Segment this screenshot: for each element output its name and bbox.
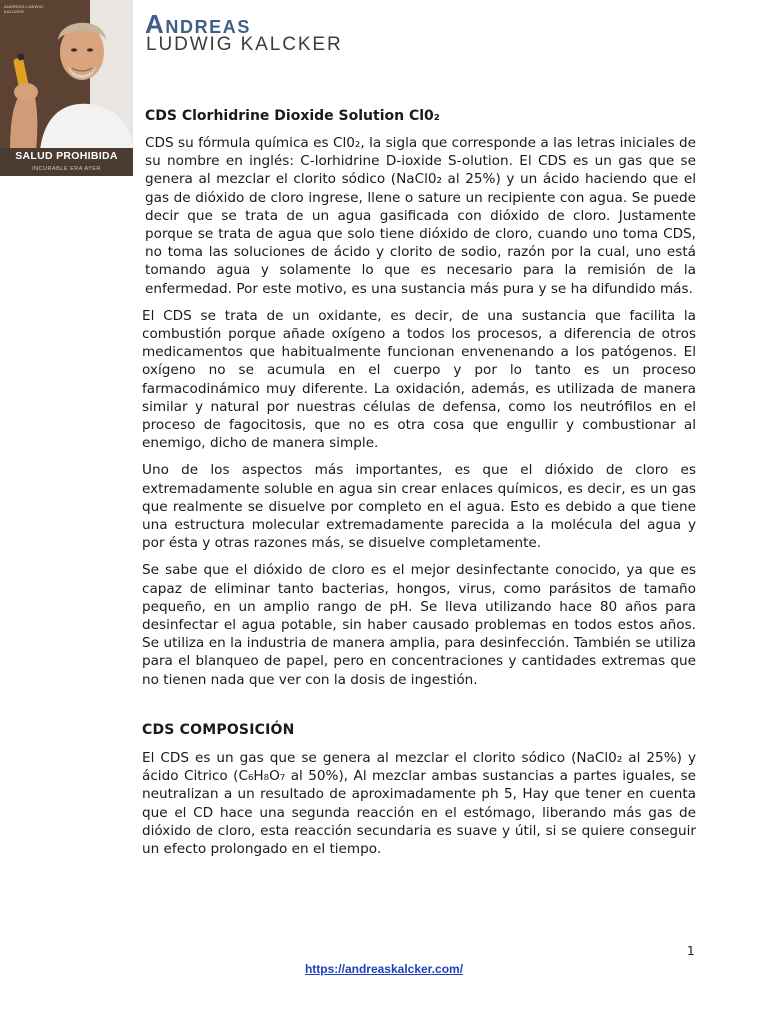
paragraph-4: Se sabe que el dióxido de cloro es el mejor desinfectante conocido, ya que es capaz de eliminar tanto bacterias, hongos, virus, como parásitos de tamaño pequeño, en un amplio rango de pH. Se lleva utilizando hace 80 años para desinfectar el agua potable, sin haber causado problemas en todos estos años. Se utiliza en la industria de manera amplia, para desinfección. También se utiliza para el blanqueo de papel, pero en concentraciones y cantidades extremas que no tienen nada que ver con la dosis de ingestión. [142,562,696,688]
section-paragraph: El CDS es un gas que se genera al mezclar el clorito sódico (NaCl0₂ al 25%) y ácido Citrico (C₆H₈O₇ al 50%), Al mezclar ambas sustancias a partes iguales, se neutralizan a un resultado de aproximadamente ph 5, Hay que tener en cuenta que el CD hace una segunda reacción en el estómago, liberando más gas de dióxido de cloro, esta reacción secundaria es suave y útil, si se quiere conseguir un efecto prolongado en el tiempo. [142,749,696,857]
cover-author-text: ANDREAS LUDWIG KALCKER [4,4,44,14]
logo-first-name: Andreas [145,9,251,39]
logo-last-name: LUDWIG KALCKER [146,34,343,55]
paragraph-2: El CDS se trata de un oxidante, es decir, de una sustancia que facilita la combustión porque añade oxígeno a todos los procesos, a diferencia de otros medicamentos que habitualmente funcionan envenenando a los patógenos. El oxígeno no se acumula en el cuerpo y por lo tanto es un proceso farmacodinámico muy diferente. La oxidación, además, es utilizada de manera similar y natural por nuestras células de defensa, como los neutrófilos en el proceso de fagocitosis, que no es otra cosa que engullir y combustionar al enemigo, dicho de manera simple. [142,307,696,452]
document-body [142,107,696,867]
paragraph-3: Uno de los aspectos más importantes, es que el dióxido de cloro es extremadamente soluble en agua sin crear enlaces químicos, es decir, es un gas que realmente se disuelve por completo en el agua. Esto es debido a que tiene una estructura molecular extremadamente parecida a la molécula del agua y por ésta y otras razones más, se disuelve completamente. [142,462,696,552]
author-portrait [0,0,133,150]
book-cover-image [0,0,133,176]
website-link[interactable]: https://andreaskalcker.com/ [304,962,464,976]
document-title: CDS Clorhidrine Dioxide Solution Cl0₂ [145,108,440,124]
page-number: 1 [687,944,695,958]
section-heading: CDS COMPOSICIÓN [142,721,295,738]
cover-book-title: SALUD PROHIBIDA [15,150,118,162]
cover-book-subtitle: INCURABLE ERA AYER [32,166,101,172]
paragraph-1: CDS su fórmula química es Cl0₂, la sigla que corresponde a las letras iniciales de su nombre en inglés: C-lorhidrine D-ioxide S-olution. El CDS es un gas que se genera al mezclar el clorito sódico (NaCl0₂ al 25%) y un ácido haciendo que el gas de dióxido de cloro ingrese, llene o sature un recipiente con agua. Se puede decir que se trata de un agua gasificada con dióxido de cloro. Justamente porque se trata de agua que solo tiene dióxido de cloro, cuando uno toma CDS, no toma las soluciones de ácido y clorito de sodio, razón por la cual, uno está tomando agua y solamente lo que es necesario para la remisión de la enfermedad. Por este motivo, es una sustancia más pura y se ha difundido más. [145,135,696,297]
